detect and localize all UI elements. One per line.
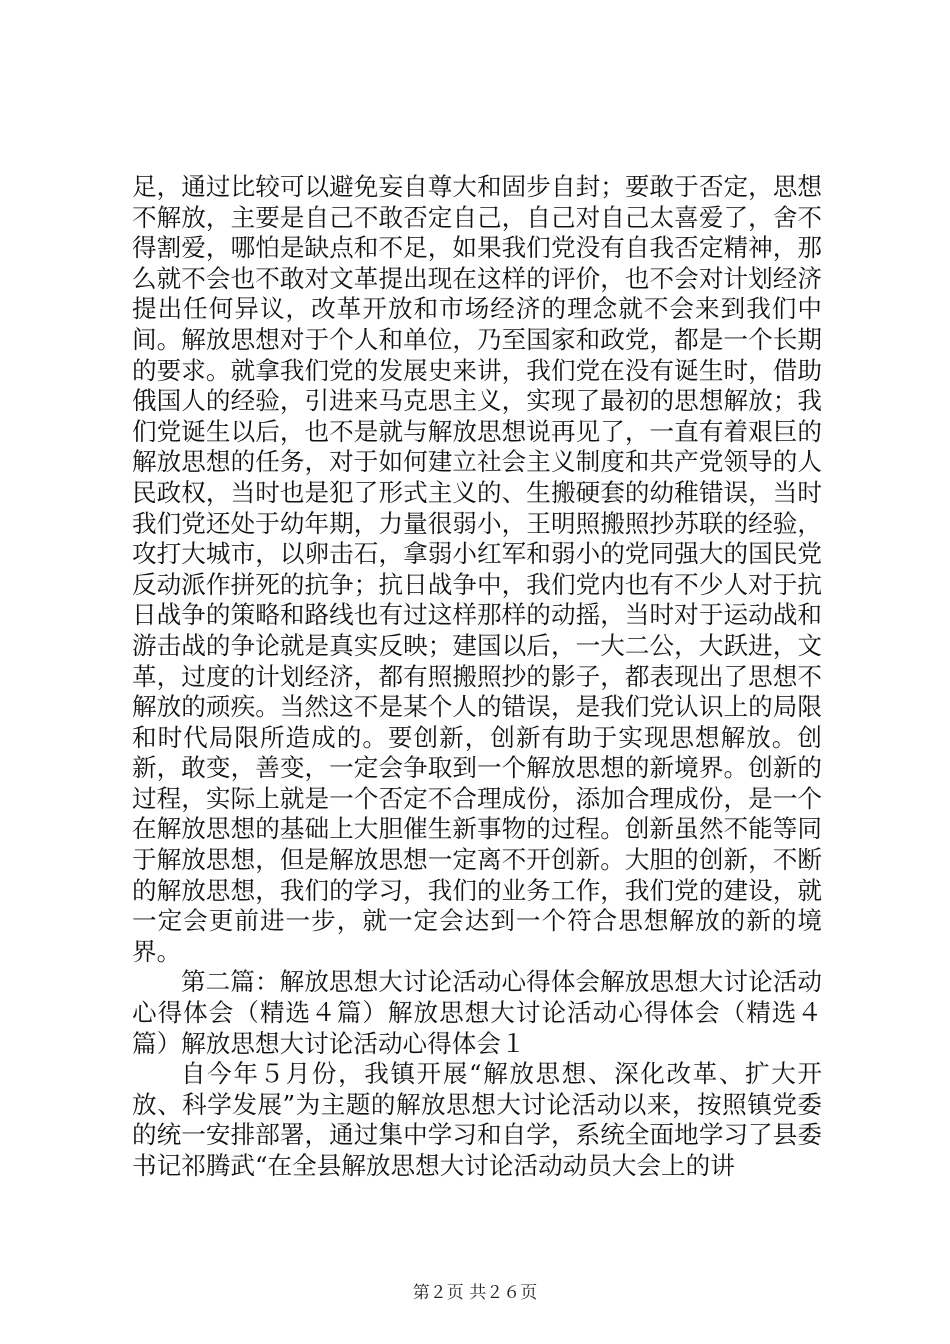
paragraph-body: 自今年５月份，我镇开展“解放思想、深化改革、扩大开放、科学发展”为主题的解放思想大讨论活动以来，按照镇党委的统一安排部署，通过集中学习和自学，系统全面地学习了县委书记祁腾武“在全县解放思想大讨论活动动员大会上的讲 <box>132 1059 822 1180</box>
page-number-footer: 第２页 共２６页 <box>412 1283 538 1303</box>
paragraph-section-heading: 第二篇：解放思想大讨论活动心得体会解放思想大讨论活动心得体会（精选４篇）解放思想大讨论活动心得体会（精选４篇）解放思想大讨论活动心得体会１ <box>132 967 822 1058</box>
document-body <box>132 172 822 1182</box>
paragraph-continuation: 足，通过比较可以避免妄自尊大和固步自封；要敢于否定，思想不解放，主要是自己不敢否定自己，自己对自己太喜爱了，舍不得割爱，哪怕是缺点和不足，如果我们党没有自我否定精神，那么就不会也不敢对文革提出现在这样的评价，也不会对计划经济提出任何异议，改革开放和市场经济的理念就不会来到我们中间。解放思想对于个人和单位，乃至国家和政党，都是一个长期的要求。就拿我们党的发展史来讲，我们党在没有诞生时，借助俄国人的经验，引进来马克思主义，实现了最初的思想解放；我们党诞生以后，也不是就与解放思想说再见了，一直有着艰巨的解放思想的任务，对于如何建立社会主义制度和共产党领导的人民政权，当时也是犯了形式主义的、生搬硬套的幼稚错误，当时我们党还处于幼年期，力量很弱小，王明照搬照抄苏联的经验，攻打大城市，以卵击石，拿弱小红军和弱小的党同强大的国民党反动派作拼死的抗争；抗日战争中，我们党内也有不少人对于抗日战争的策略和路线也有过这样那样的动摇，当时对于运动战和游击战的争论就是真实反映；建国以后，一大二公，大跃进，文革，过度的计划经济，都有照搬照抄的影子，都表现出了思想不解放的顽疾。当然这不是某个人的错误，是我们党认识上的局限和时代局限所造成的。要创新，创新有助于实现思想解放。创新，敢变，善变，一定会争取到一个解放思想的新境界。创新的过程，实际上就是一个否定不合理成份，添加合理成份，是一个在解放思想的基础上大胆催生新事物的过程。创新虽然不能等同于解放思想，但是解放思想一定离不开创新。大胆的创新，不断的解放思想，我们的学习，我们的业务工作，我们党的建设，就一定会更前进一步，就一定会达到一个符合思想解放的新的境界。 <box>132 172 822 966</box>
